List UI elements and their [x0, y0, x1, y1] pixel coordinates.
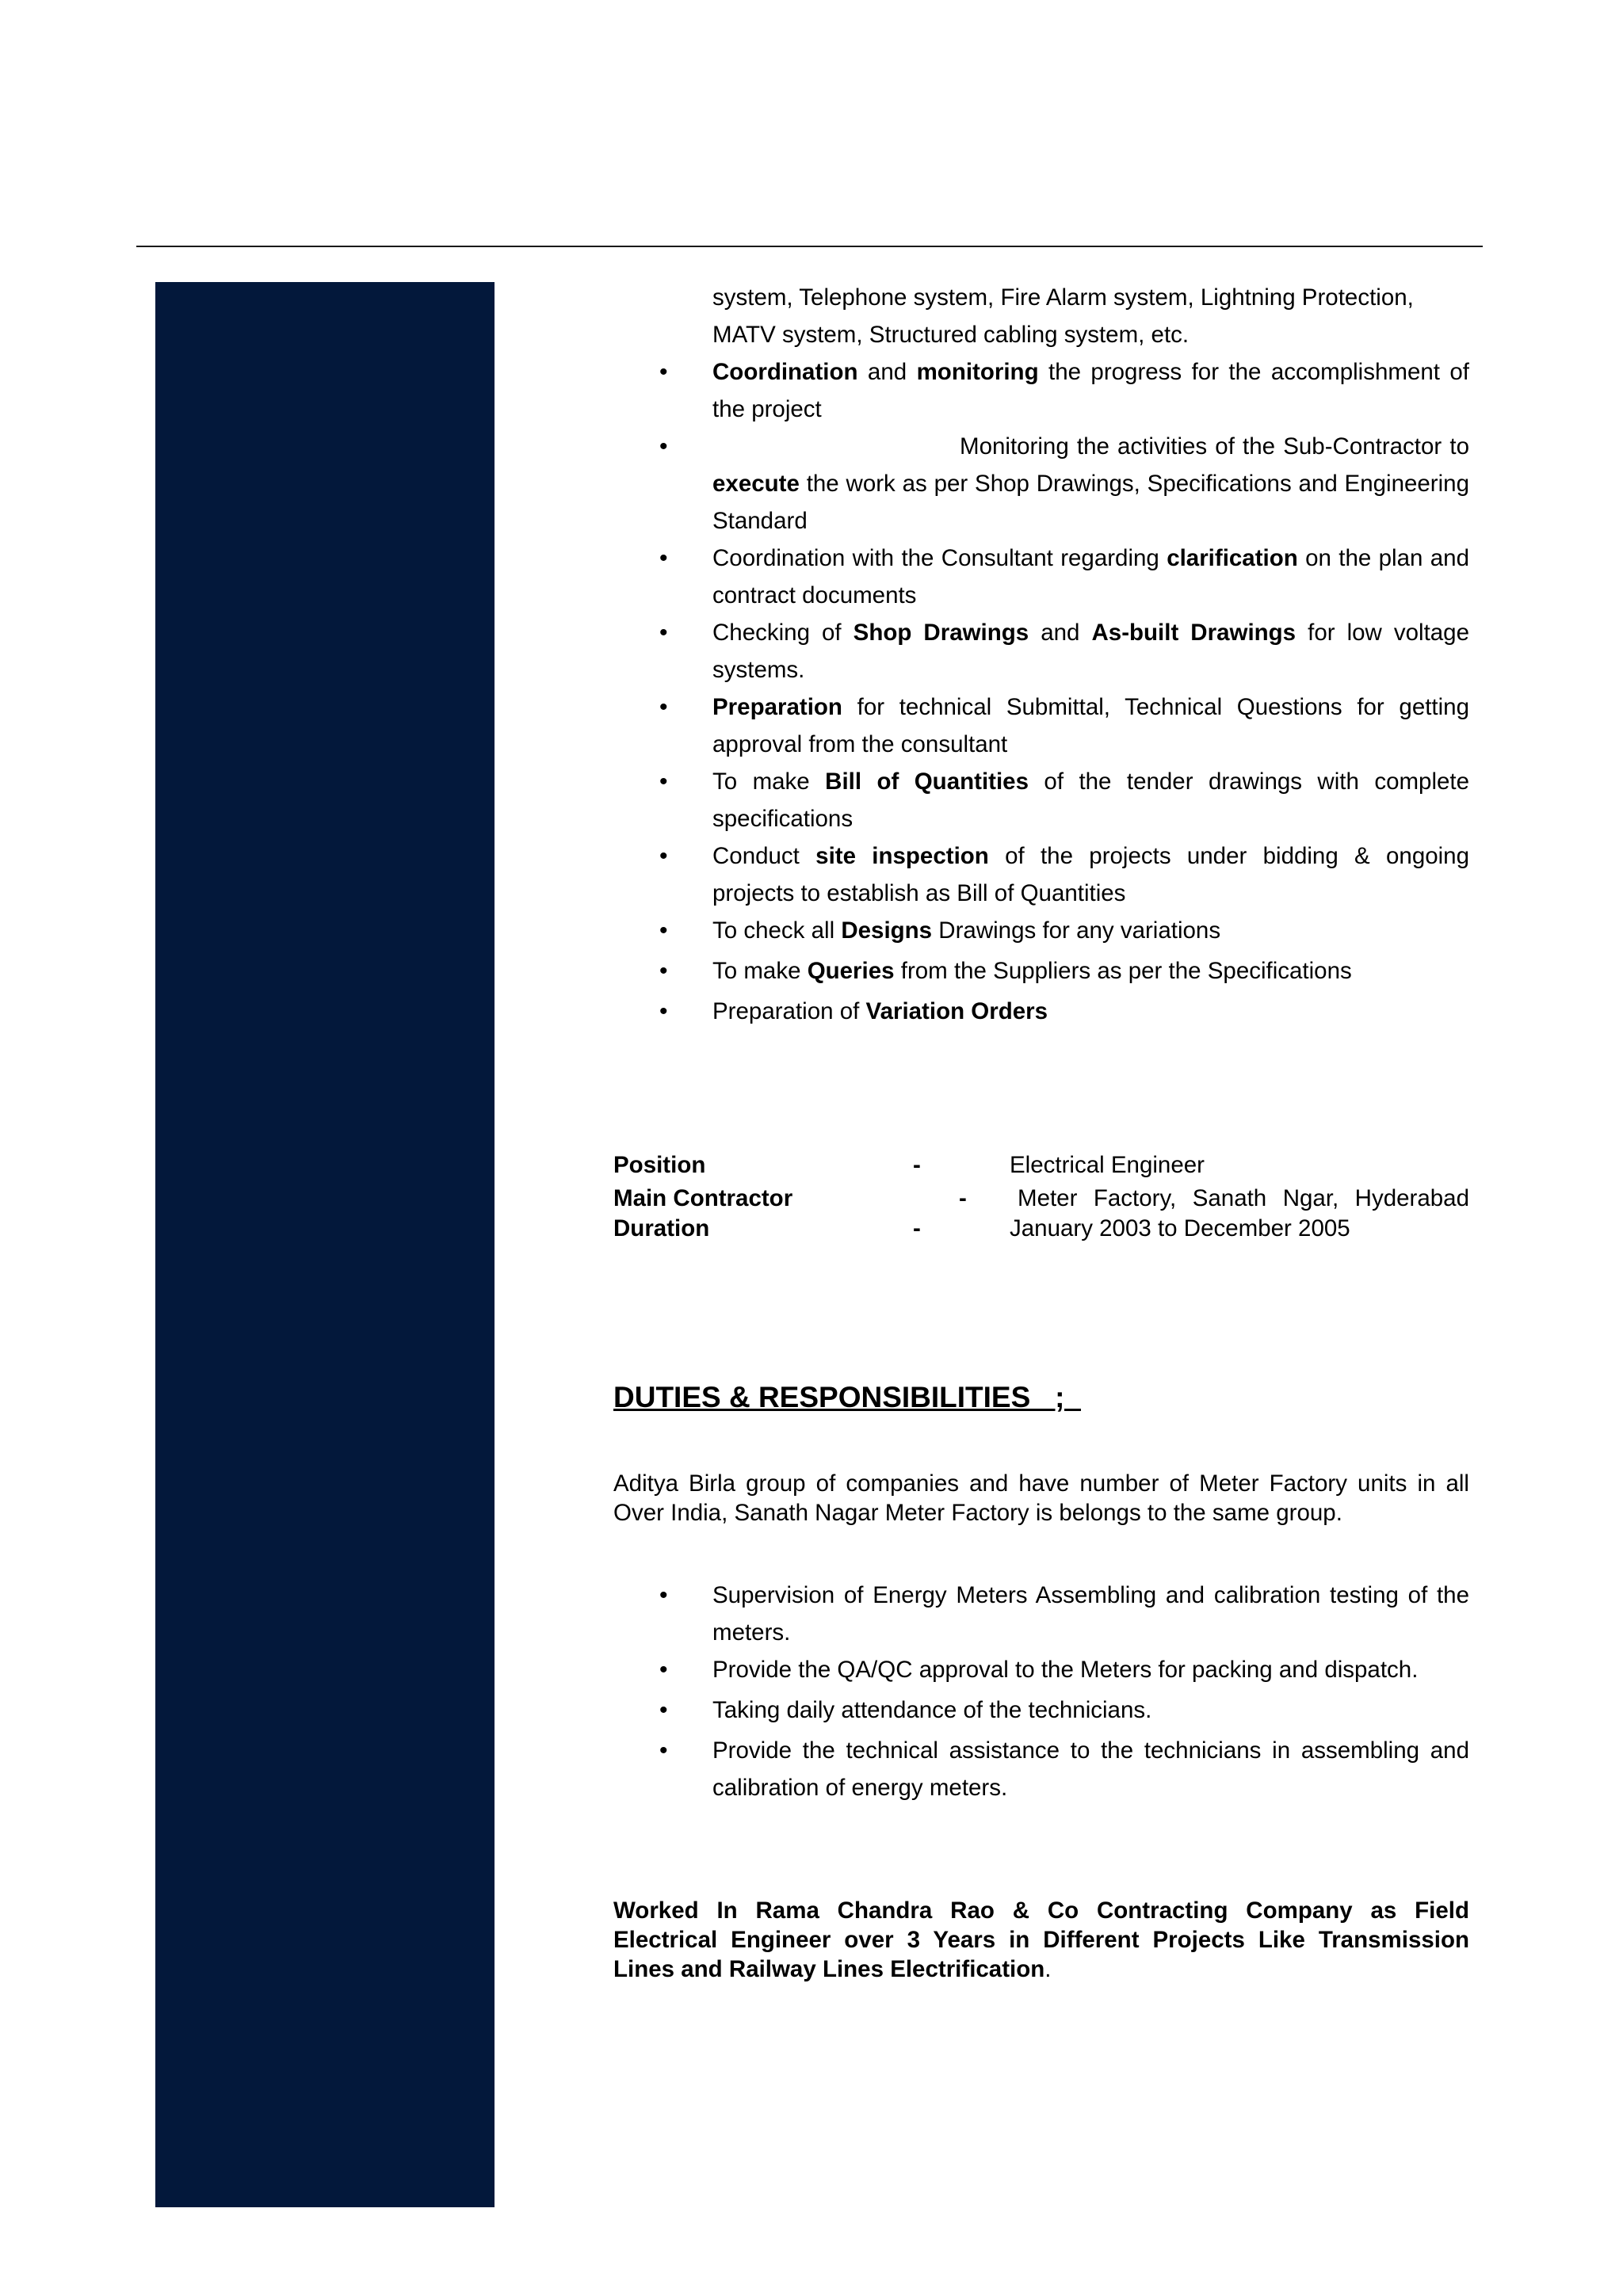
duration-dash: -	[913, 1215, 921, 1241]
responsibility-item	[613, 993, 1469, 1030]
bold-text: site inspection	[815, 843, 989, 869]
duties-intro-line-2: Over India, Sanath Nagar Meter Factory is belongs to the same group.	[613, 1500, 1342, 1526]
responsibility-item	[613, 614, 1469, 688]
job-info-row-position	[613, 1150, 1469, 1181]
text: for low voltage systems.	[712, 620, 1469, 683]
contractor-label: Main Contractor	[613, 1185, 793, 1211]
job-info	[613, 1150, 1469, 1241]
bold-text: Variation Orders	[865, 998, 1048, 1024]
text: of the tender drawings with complete specifications	[712, 769, 1470, 832]
duty-item: • Provide the QA/QC approval to the Meters for packing and dispatch.	[613, 1651, 1469, 1688]
position-label: Position	[613, 1152, 706, 1178]
bold-text: Bill of Quantities	[825, 769, 1029, 795]
header-divider	[136, 246, 1483, 247]
text: Preparation of	[712, 998, 866, 1024]
closing-line-1: Worked In Rama Chandra Rao & Co Contracting Company as Field	[613, 1897, 1469, 1924]
text: To check all	[712, 917, 842, 944]
responsibility-item	[613, 952, 1469, 990]
text: To make	[712, 958, 808, 984]
job-info-row-contractor	[613, 1181, 1469, 1216]
responsibility-item	[613, 428, 1469, 540]
contractor-dash: -	[959, 1185, 967, 1211]
bold-text: monitoring	[916, 359, 1039, 385]
text: the work as per Shop Drawings, Specifications and Engineering Standard	[712, 471, 1469, 534]
responsibilities-section	[613, 279, 1469, 1030]
contractor-value: Meter Factory, Sanath Ngar, Hyderabad	[1018, 1185, 1469, 1211]
responsibility-item	[613, 540, 1469, 614]
position-dash: -	[913, 1152, 921, 1178]
closing-paragraph	[613, 1896, 1469, 1984]
sidebar-color-bar	[155, 282, 495, 2207]
bold-text: Designs	[841, 917, 933, 944]
bold-text: Queries	[807, 958, 895, 984]
text: for technical Submittal, Technical Questions for getting approval from the consultant	[712, 694, 1469, 757]
responsibility-item	[613, 688, 1469, 763]
text: Drawings for any variations	[932, 917, 1221, 944]
text: and	[857, 359, 917, 385]
duration-label: Duration	[613, 1215, 710, 1241]
responsibility-item	[613, 912, 1469, 949]
text: Checking of	[712, 620, 854, 646]
closing-period: .	[1044, 1956, 1052, 1982]
responsibilities-list	[613, 353, 1469, 1030]
text: from the Suppliers as per the Specifications	[894, 958, 1352, 984]
duration-value: January 2003 to December 2005	[1010, 1215, 1350, 1241]
bold-text: Coordination	[712, 359, 858, 385]
closing-line-3	[613, 1955, 1469, 1984]
continuation-line-2: MATV system, Structured cabling system, etc.	[712, 322, 1190, 348]
duties-intro	[613, 1469, 1469, 1527]
position-value: Electrical Engineer	[1010, 1152, 1205, 1178]
text: Monitoring the activities of the Sub-Contractor to	[960, 433, 1469, 460]
bold-text: execute	[712, 471, 800, 497]
duty-item: • Taking daily attendance of the technicians.	[613, 1691, 1469, 1729]
duties-list	[613, 1577, 1469, 1806]
text: of the projects under bidding & ongoing projects to establish as Bill of Quantities	[712, 843, 1469, 906]
responsibility-item	[613, 353, 1469, 428]
duties-heading: DUTIES & RESPONSIBILITIES ;	[613, 1381, 1082, 1413]
responsibility-item	[613, 763, 1469, 837]
bold-text: clarification	[1167, 545, 1298, 571]
text: on the plan and contract documents	[712, 545, 1469, 608]
bold-text: Shop Drawings	[853, 620, 1029, 646]
text: and	[1029, 620, 1092, 646]
continuation-line-1: system, Telephone system, Fire Alarm system, Lightning Protection,	[712, 284, 1414, 311]
text: Conduct	[712, 843, 816, 869]
closing-line-2: Electrical Engineer over 3 Years in Different Projects Like Transmission	[613, 1927, 1469, 1953]
bold-text: As-built Drawings	[1091, 620, 1296, 646]
text: To make	[712, 769, 826, 795]
text: the progress for the accomplishment of the project	[712, 359, 1469, 422]
responsibility-item	[613, 837, 1469, 912]
job-info-row-duration	[613, 1216, 1469, 1241]
bold-text: Preparation	[712, 694, 842, 720]
duties-section	[613, 1577, 1469, 1806]
duty-item: • Provide the technical assistance to the technicians in assembling and calibration of energy meters.	[613, 1732, 1469, 1806]
closing-line-3-text: Lines and Railway Lines Electrification	[613, 1956, 1045, 1982]
text: Coordination with the Consultant regarding	[712, 545, 1167, 571]
duty-item: • Supervision of Energy Meters Assembling and calibration testing of the meters.	[613, 1577, 1469, 1651]
duties-intro-line-1: Aditya Birla group of companies and have number of Meter Factory units in all	[613, 1470, 1469, 1497]
